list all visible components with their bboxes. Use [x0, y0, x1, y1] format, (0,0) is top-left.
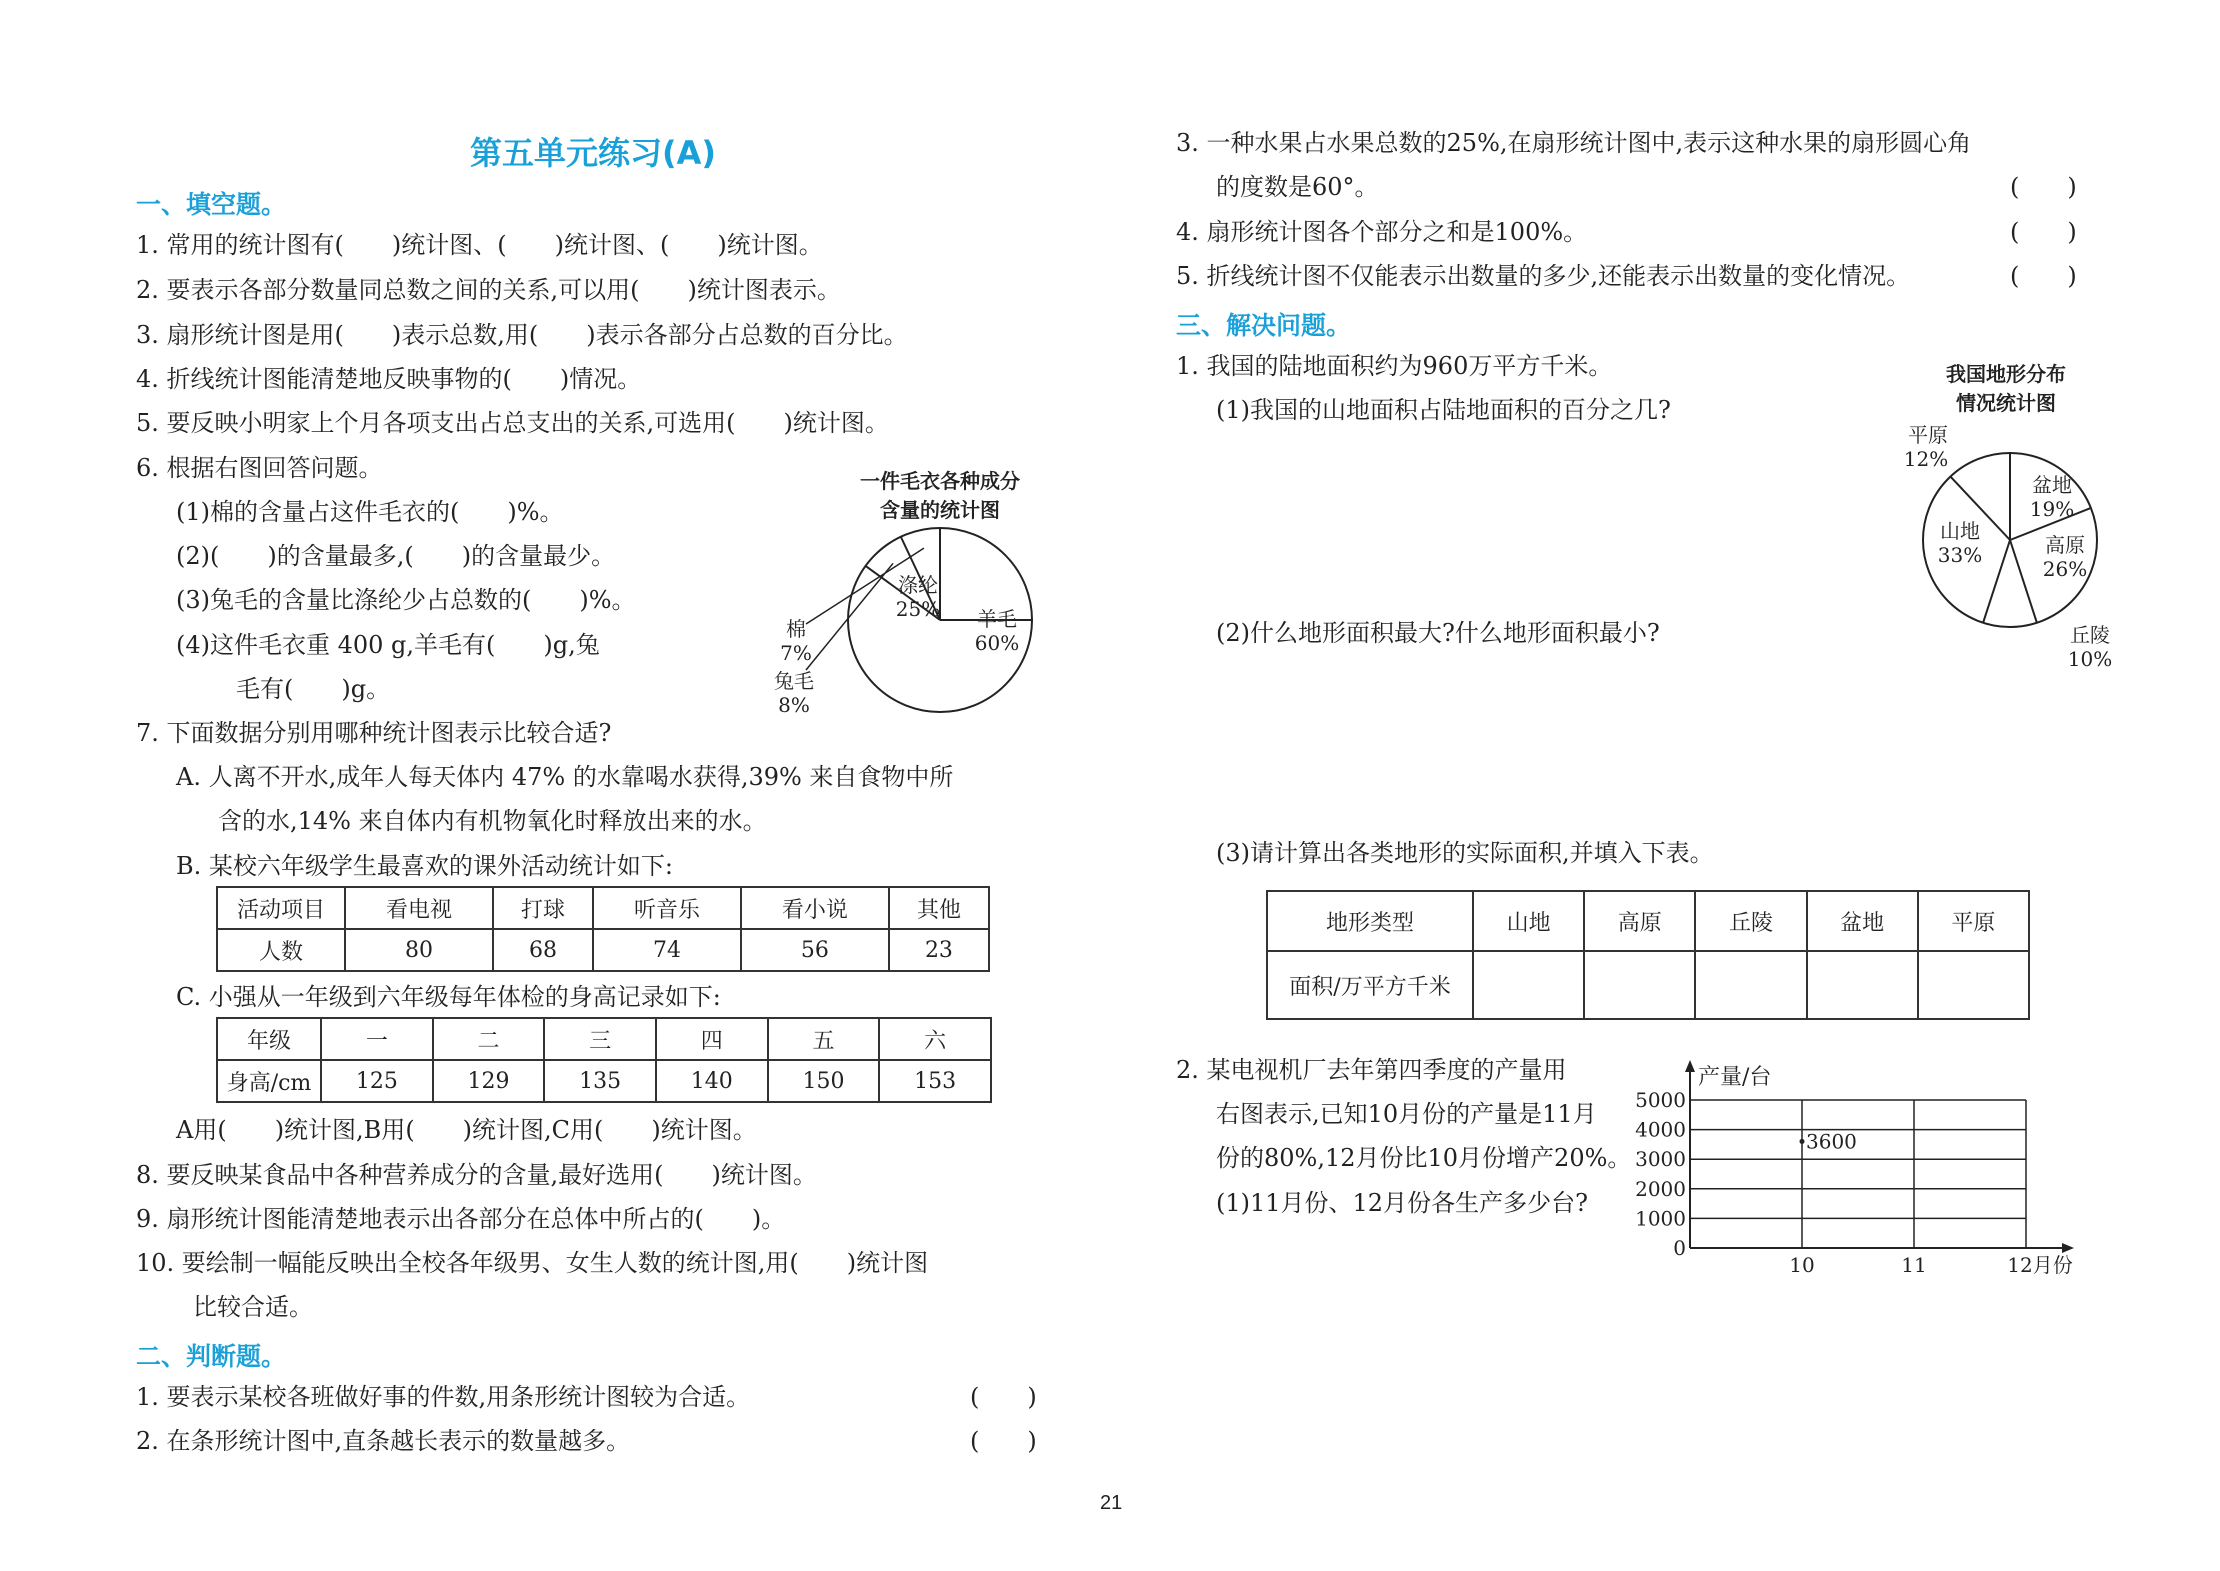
table-cell: 面积/万平方千米 — [1267, 951, 1473, 1019]
height-table — [216, 1017, 992, 1103]
y-axis-arrow — [1685, 1060, 1695, 1072]
table-row — [217, 929, 989, 971]
terrain-chart-title-line2: 情况统计图 — [1956, 391, 2056, 415]
judge-1: 1. 要表示某校各班做好事的件数,用条形统计图较为合适。 — [136, 1383, 751, 1411]
question-7-answer: A用( )统计图,B用( )统计图,C用( )统计图。 — [176, 1116, 757, 1144]
question-2: 2. 要表示各部分数量同总数之间的关系,可以用( )统计图表示。 — [136, 276, 841, 304]
sweater-chart-title-line1: 一件毛衣各种成分 — [860, 469, 1020, 493]
table-cell: 高原 — [1584, 891, 1695, 951]
question-10-cont: 比较合适。 — [193, 1293, 313, 1321]
table-cell: 听音乐 — [593, 887, 741, 929]
question-7: 7. 下面数据分别用哪种统计图表示比较合适? — [136, 719, 612, 747]
table-cell: 74 — [593, 929, 741, 971]
production-chart — [1635, 1050, 2100, 1280]
problem-2-cont-1: 右图表示,已知10月份的产量是11月 — [1216, 1100, 1597, 1128]
table-row — [1267, 951, 2029, 1019]
pie-slice-value: 8% — [778, 693, 810, 717]
table-cell: 56 — [741, 929, 889, 971]
question-5: 5. 要反映小明家上个月各项支出占总支出的关系,可选用( )统计图。 — [136, 409, 889, 437]
judge-2: 2. 在条形统计图中,直条越长表示的数量越多。 — [136, 1427, 631, 1455]
judge-3-cont: 的度数是60°。 — [1216, 173, 1379, 201]
table-cell: 看电视 — [345, 887, 493, 929]
pie-slice-label: 山地 — [1940, 519, 1980, 543]
data-point — [1800, 1139, 1805, 1144]
table-cell: 三 — [544, 1018, 656, 1060]
table-cell: 一 — [321, 1018, 433, 1060]
page-title: 第五单元练习(A) — [470, 134, 717, 172]
table-row — [217, 1018, 991, 1060]
table-cell: 125 — [321, 1060, 433, 1102]
table-cell: 打球 — [493, 887, 593, 929]
y-tick-label: 4000 — [1635, 1117, 1686, 1142]
y-tick-label: 2000 — [1635, 1176, 1686, 1201]
table-cell: 140 — [656, 1060, 768, 1102]
pie-slice-value: 60% — [974, 631, 1020, 655]
question-9: 9. 扇形统计图能清楚地表示出各部分在总体中所占的( )。 — [136, 1205, 786, 1233]
problem-1-3: (3)请计算出各类地形的实际面积,并填入下表。 — [1216, 839, 1714, 867]
page-number: 21 — [1100, 1492, 1123, 1514]
leader-line — [806, 563, 893, 670]
question-4: 4. 折线统计图能清楚地反映事物的( )情况。 — [136, 365, 642, 393]
answer-cell[interactable] — [1918, 951, 2029, 1019]
question-6-1: (1)棉的含量占这件毛衣的( )%。 — [176, 498, 564, 526]
activity-table — [216, 886, 990, 972]
judge-2-bracket: ( ) — [970, 1427, 1037, 1455]
problem-2-cont-2: 份的80%,12月份比10月份增产20%。 — [1216, 1144, 1632, 1172]
question-6-3: (3)兔毛的含量比涤纶少占总数的( )%。 — [176, 586, 636, 614]
pie-slice-label: 棉 — [786, 617, 806, 641]
pie-slice-label: 平原 — [1908, 423, 1948, 447]
judge-1-bracket: ( ) — [970, 1383, 1037, 1411]
section-heading-fill-blank: 一、填空题。 — [136, 190, 287, 219]
judge-5: 5. 折线统计图不仅能表示出数量的多少,还能表示出数量的变化情况。 — [1176, 262, 1911, 290]
question-7b: B. 某校六年级学生最喜欢的课外活动统计如下: — [176, 852, 673, 880]
table-cell: 80 — [345, 929, 493, 971]
question-6-2: (2)( )的含量最多,( )的含量最少。 — [176, 542, 616, 570]
table-cell: 129 — [433, 1060, 545, 1102]
question-6: 6. 根据右图回答问题。 — [136, 454, 383, 482]
problem-1-2: (2)什么地形面积最大?什么地形面积最小? — [1216, 619, 1660, 647]
pie-slice-value: 19% — [2029, 497, 2075, 521]
terrain-area-table — [1266, 890, 2030, 1020]
table-cell: 150 — [768, 1060, 880, 1102]
y-tick-label: 3000 — [1635, 1147, 1686, 1172]
answer-cell[interactable] — [1584, 951, 1695, 1019]
table-cell: 其他 — [889, 887, 989, 929]
answer-cell[interactable] — [1695, 951, 1806, 1019]
table-cell: 盆地 — [1807, 891, 1918, 951]
pie-slice-divider — [1983, 540, 2010, 623]
answer-cell[interactable] — [1473, 951, 1584, 1019]
table-cell: 153 — [879, 1060, 991, 1102]
table-cell: 地形类型 — [1267, 891, 1473, 951]
pie-slice-value: 25% — [895, 597, 941, 621]
table-cell: 山地 — [1473, 891, 1584, 951]
sweater-pie-chart — [774, 520, 1060, 730]
terrain-chart-title-line1: 我国地形分布 — [1946, 362, 2066, 386]
pie-slice-label: 丘陵 — [2070, 623, 2110, 647]
pie-slice-value: 33% — [1937, 543, 1983, 567]
table-cell: 135 — [544, 1060, 656, 1102]
data-label: 3600 — [1806, 1129, 1857, 1154]
judge-3: 3. 一种水果占水果总数的25%,在扇形统计图中,表示这种水果的扇形圆心角 — [1176, 129, 1972, 157]
pie-slice-label: 高原 — [2045, 533, 2085, 557]
judge-5-bracket: ( ) — [2010, 262, 2077, 290]
question-6-4: (4)这件毛衣重 400 g,羊毛有( )g,兔 — [176, 631, 600, 659]
judge-3-bracket: ( ) — [2010, 173, 2077, 201]
y-tick-label: 5000 — [1635, 1088, 1686, 1112]
x-tick-label: 11 — [1901, 1253, 1927, 1277]
pie-slice-label: 羊毛 — [977, 607, 1017, 631]
table-cell: 丘陵 — [1695, 891, 1806, 951]
pie-slice-value: 26% — [2042, 557, 2088, 581]
pie-slice-value: 7% — [780, 641, 812, 665]
terrain-pie-chart — [1860, 410, 2113, 680]
table-cell: 五 — [768, 1018, 880, 1060]
question-7a: A. 人离不开水,成年人每天体内 47% 的水靠喝水获得,39% 来自食物中所 — [176, 763, 954, 791]
problem-1-1: (1)我国的山地面积占陆地面积的百分之几? — [1216, 396, 1671, 424]
table-cell: 二 — [433, 1018, 545, 1060]
y-tick-label: 1000 — [1635, 1206, 1686, 1231]
judge-4: 4. 扇形统计图各个部分之和是100%。 — [1176, 218, 1588, 246]
question-7c: C. 小强从一年级到六年级每年体检的身高记录如下: — [176, 983, 721, 1011]
sweater-chart-title — [820, 465, 1060, 523]
problem-1: 1. 我国的陆地面积约为960万平方千米。 — [1176, 352, 1613, 380]
table-cell: 六 — [879, 1018, 991, 1060]
question-8: 8. 要反映某食品中各种营养成分的含量,最好选用( )统计图。 — [136, 1161, 817, 1189]
problem-2: 2. 某电视机厂去年第四季度的产量用 — [1176, 1056, 1567, 1084]
terrain-chart-title — [1906, 358, 2106, 416]
question-7a-cont: 含的水,14% 来自体内有机物氧化时释放出来的水。 — [218, 807, 767, 835]
y-axis-label: 产量/台 — [1698, 1065, 1772, 1090]
table-cell: 四 — [656, 1018, 768, 1060]
table-cell: 看小说 — [741, 887, 889, 929]
question-10: 10. 要绘制一幅能反映出全校各年级男、女生人数的统计图,用( )统计图 — [136, 1249, 929, 1277]
table-row — [1267, 891, 2029, 951]
table-cell: 身高/cm — [217, 1060, 321, 1102]
sweater-chart-title-line2: 含量的统计图 — [880, 498, 1000, 522]
table-cell: 年级 — [217, 1018, 321, 1060]
x-tick-label: 10 — [1789, 1253, 1815, 1277]
y-tick-label: 0 — [1673, 1236, 1686, 1260]
problem-2-1: (1)11月份、12月份各生产多少台? — [1216, 1189, 1588, 1217]
pie-slice-label: 兔毛 — [774, 669, 814, 693]
question-3: 3. 扇形统计图是用( )表示总数,用( )表示各部分占总数的百分比。 — [136, 321, 908, 349]
pie-slice-divider — [2010, 540, 2037, 623]
x-tick-label: 12月份 — [2007, 1253, 2073, 1277]
table-cell: 人数 — [217, 929, 345, 971]
table-row — [217, 887, 989, 929]
section-heading-solve: 三、解决问题。 — [1176, 311, 1352, 340]
table-cell: 平原 — [1918, 891, 2029, 951]
table-cell: 68 — [493, 929, 593, 971]
pie-slice-value: 12% — [1903, 447, 1949, 471]
table-cell: 活动项目 — [217, 887, 345, 929]
question-6-4-cont: 毛有( )g。 — [236, 675, 391, 703]
answer-cell[interactable] — [1807, 951, 1918, 1019]
section-heading-judge: 二、判断题。 — [136, 1342, 287, 1371]
table-cell: 23 — [889, 929, 989, 971]
x-axis-arrow — [2062, 1243, 2074, 1253]
pie-slice-label: 涤纶 — [898, 573, 938, 597]
question-1: 1. 常用的统计图有( )统计图、( )统计图、( )统计图。 — [136, 231, 823, 259]
pie-slice-label: 盆地 — [2032, 473, 2072, 497]
pie-slice-value: 10% — [2067, 647, 2113, 671]
table-row — [217, 1060, 991, 1102]
judge-4-bracket: ( ) — [2010, 218, 2077, 246]
